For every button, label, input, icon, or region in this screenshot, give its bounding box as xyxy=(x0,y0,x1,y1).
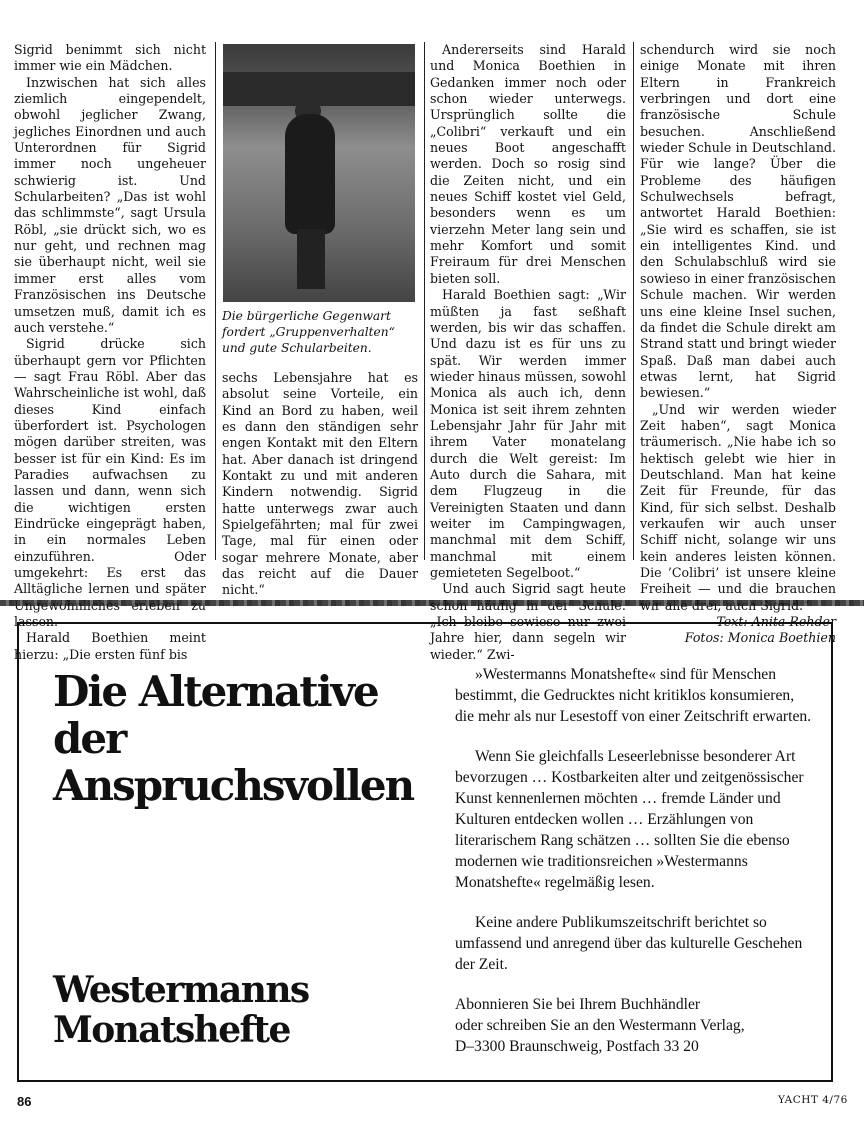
ad-headline-line: Die Alternative xyxy=(53,667,378,716)
article-column-4 xyxy=(640,42,836,647)
article-paragraph: schendurch wird sie noch einige Monate mit ihren Eltern in Frankreich verbringen und dort eine französische Schule besuchen. Anschließend wieder Schule in Deutschland. Für wie lange? Über die Probleme des häufigen Schulwechsels befragt, antwortet Harald Boethien: „Sie wird es schaffen, sie ist ein intelligentes Kind. und den Schulabschluß wird sie sowieso in einer französischen Schule machen. Wir werden uns eine kleine Insel suchen, da findet die Schule direkt am Strand statt und bringt wieder Spaß. Daß man dabei auch etwas lernt, hat Sigrid bewiesen.“ xyxy=(640,42,836,401)
ad-headline xyxy=(53,668,413,809)
article-column-3 xyxy=(430,42,626,663)
article-column-1 xyxy=(14,42,206,663)
text-credit: Text: Anita Rehder xyxy=(716,614,836,630)
ad-paragraph: Wenn Sie gleichfalls Leseerlebnisse besonderer Art bevorzugen … Kostbarkeiten alter und zeitgenössischer Kunst kennenlernen möchten … fremde Länder und Kulturen entdecken wollen … Erzählungen von literarischem Rang schätzen … sollten Sie die ebenso modernen wie traditionsreichen »Westermanns Monatshefte« regelmäßig lesen. xyxy=(455,748,804,891)
section-separator xyxy=(0,600,864,606)
article-photo xyxy=(223,44,415,302)
column-divider xyxy=(633,42,634,560)
article-paragraph: Sigrid benimmt sich nicht immer wie ein Mädchen. xyxy=(14,42,206,74)
ad-body-text xyxy=(455,664,815,1076)
advertisement-box xyxy=(17,622,833,1082)
article-paragraph: Und auch Sigrid sagt heute „Ich bleibe sowieso nur zwei Jahre hier, dann segeln wir wieder.“ Zwi- xyxy=(430,581,626,662)
ad-brand-line: Monatshefte xyxy=(53,1009,290,1051)
photo-credit: Fotos: Monica Boethien xyxy=(684,630,836,646)
article-paragraph: „Und wir werden wieder Zeit haben“, sagt Monica träumerisch. „Nie habe ich so hektisch gelebt wie hier in Deutschland. Man hat keine Zeit für Freunde, für das Kind, für sich selbst. Deshalb verkaufen wir auch unser Schiff nicht, solange wir uns kein anderes leisten können. Die ’Colibri’ ist unsere kleine Freiheit — und die brauchen xyxy=(640,401,836,597)
article-paragraph: sechs Lebensjahre hat es absolut seine Vorteile, ein Kind an Bord zu haben, weil es dann den ständigen sehr engen Kontakt mit den Eltern hat. Aber danach ist dringend Kontakt zu und mit anderen Kindern notwendig. Sigrid hatte unterwegs zwar auch Spielgefährten; mal für zwei Tage, mal für einen oder sogar mehrere Monate, aber das reicht auf die Dauer nicht.“ xyxy=(222,370,418,598)
ad-brand-line: Westermanns xyxy=(53,969,309,1011)
column-divider xyxy=(424,42,425,560)
column-divider xyxy=(215,42,216,560)
article-paragraph: Inzwischen hat sich alles ziemlich eingependelt, obwohl jeglicher Zwang, jegliches Einordnen und auch Unterordnen für Sigrid immer noch ungeheuer schwierig ist. Und Schularbeiten? „Das ist wohl das schlimmste“, sagt Ursula Röbl, „sie drückt sich, wo es nur geht, und rechnen mag sie überhaupt nicht, weil sie immer erst alles vom Französischen ins Deutsche umsetzen muß, damit ich es auch verstehe.“ xyxy=(14,74,206,335)
ad-brand-name xyxy=(53,970,413,1050)
article-paragraph: Harald Boethien meint hierzu: „Die ersten fünf bis xyxy=(14,630,206,662)
article-paragraph: Andererseits sind Harald und Monica Boethien in Gedanken immer noch oder schon wieder unterwegs. Ursprünglich sollte die „Colibri“ verkauft und ein neues Boot angeschafft werden. Doch so rosig sind die Zeiten nicht, und ein neues Schiff kostet viel Geld, besonders wenn es um vierzehn Meter lang sein und mehr Komfort und somit Freiraum für drei Menschen bieten soll. xyxy=(430,42,626,286)
ad-headline-line: der xyxy=(53,714,126,763)
ad-headline-line: Anspruchsvollen xyxy=(53,761,414,810)
photo-caption: Die bürgerliche Gegenwart fordert „Gruppenverhalten“ und gute Schularbeiten. xyxy=(222,309,395,355)
ad-address-line: Abonnieren Sie bei Ihrem Buchhändler xyxy=(455,996,701,1013)
ad-address xyxy=(455,994,815,1057)
article-paragraph: Harald Boethien sagt: „Wir müßten ja fast seßhaft werden, bis wir das schaffen. Und dazu ist es für uns zu spät. Wir werden immer wieder hinaus müssen, sowohl Monica als auch ich, denn Monica ist seit ihrem zehnten Lebensjahr Jahr für Jahr mit ihrem Vater monatelang durch die Welt gereist: Im Auto durch die Sahara, mit dem Flugzeug in die Vereinigten Staaten und dann weiter im Campingwagen, manchmal mit dem Schiff, manchmal mit einem gemieteten Segelboot.“ xyxy=(430,287,626,580)
article-paragraph: Sigrid drücke sich überhaupt gern vor Pflichten — sagt Frau Röbl. Aber das Wahrscheinliche ist wohl, daß dieses Kind einfach überfordert ist. Psychologen mögen darüber streiten, was besser ist für ein Kind: Es im Paradies aufwachsen zu lassen und dann, wenn sich die wichtigen ersten Eindrücke eingeprägt haben, in ein normales Leben einzuführen. Oder umgekehrt: Es erst das Alltägliche lernen und später lassen. xyxy=(14,336,206,630)
ad-paragraph: »Westermanns Monatshefte« sind für Menschen bestimmt, die Gedrucktes nicht kritiklos konsumieren, die mehr als nur Lesestoff von einer Zeitschrift erwarten. xyxy=(455,666,812,725)
article-column-2 xyxy=(222,42,418,599)
ad-address-line: D–3300 Braunschweig, Postfach 33 20 xyxy=(455,1038,699,1055)
ad-paragraph: Keine andere Publikumszeitschrift berichtet so umfassend und anregend über das kulturelle Geschehen der Zeit. xyxy=(455,914,803,973)
magazine-issue: YACHT 4/76 xyxy=(778,1094,848,1106)
ad-address-line: oder schreiben Sie an den Westermann Verlag, xyxy=(455,1017,745,1034)
page-number: 86 xyxy=(17,1094,32,1109)
